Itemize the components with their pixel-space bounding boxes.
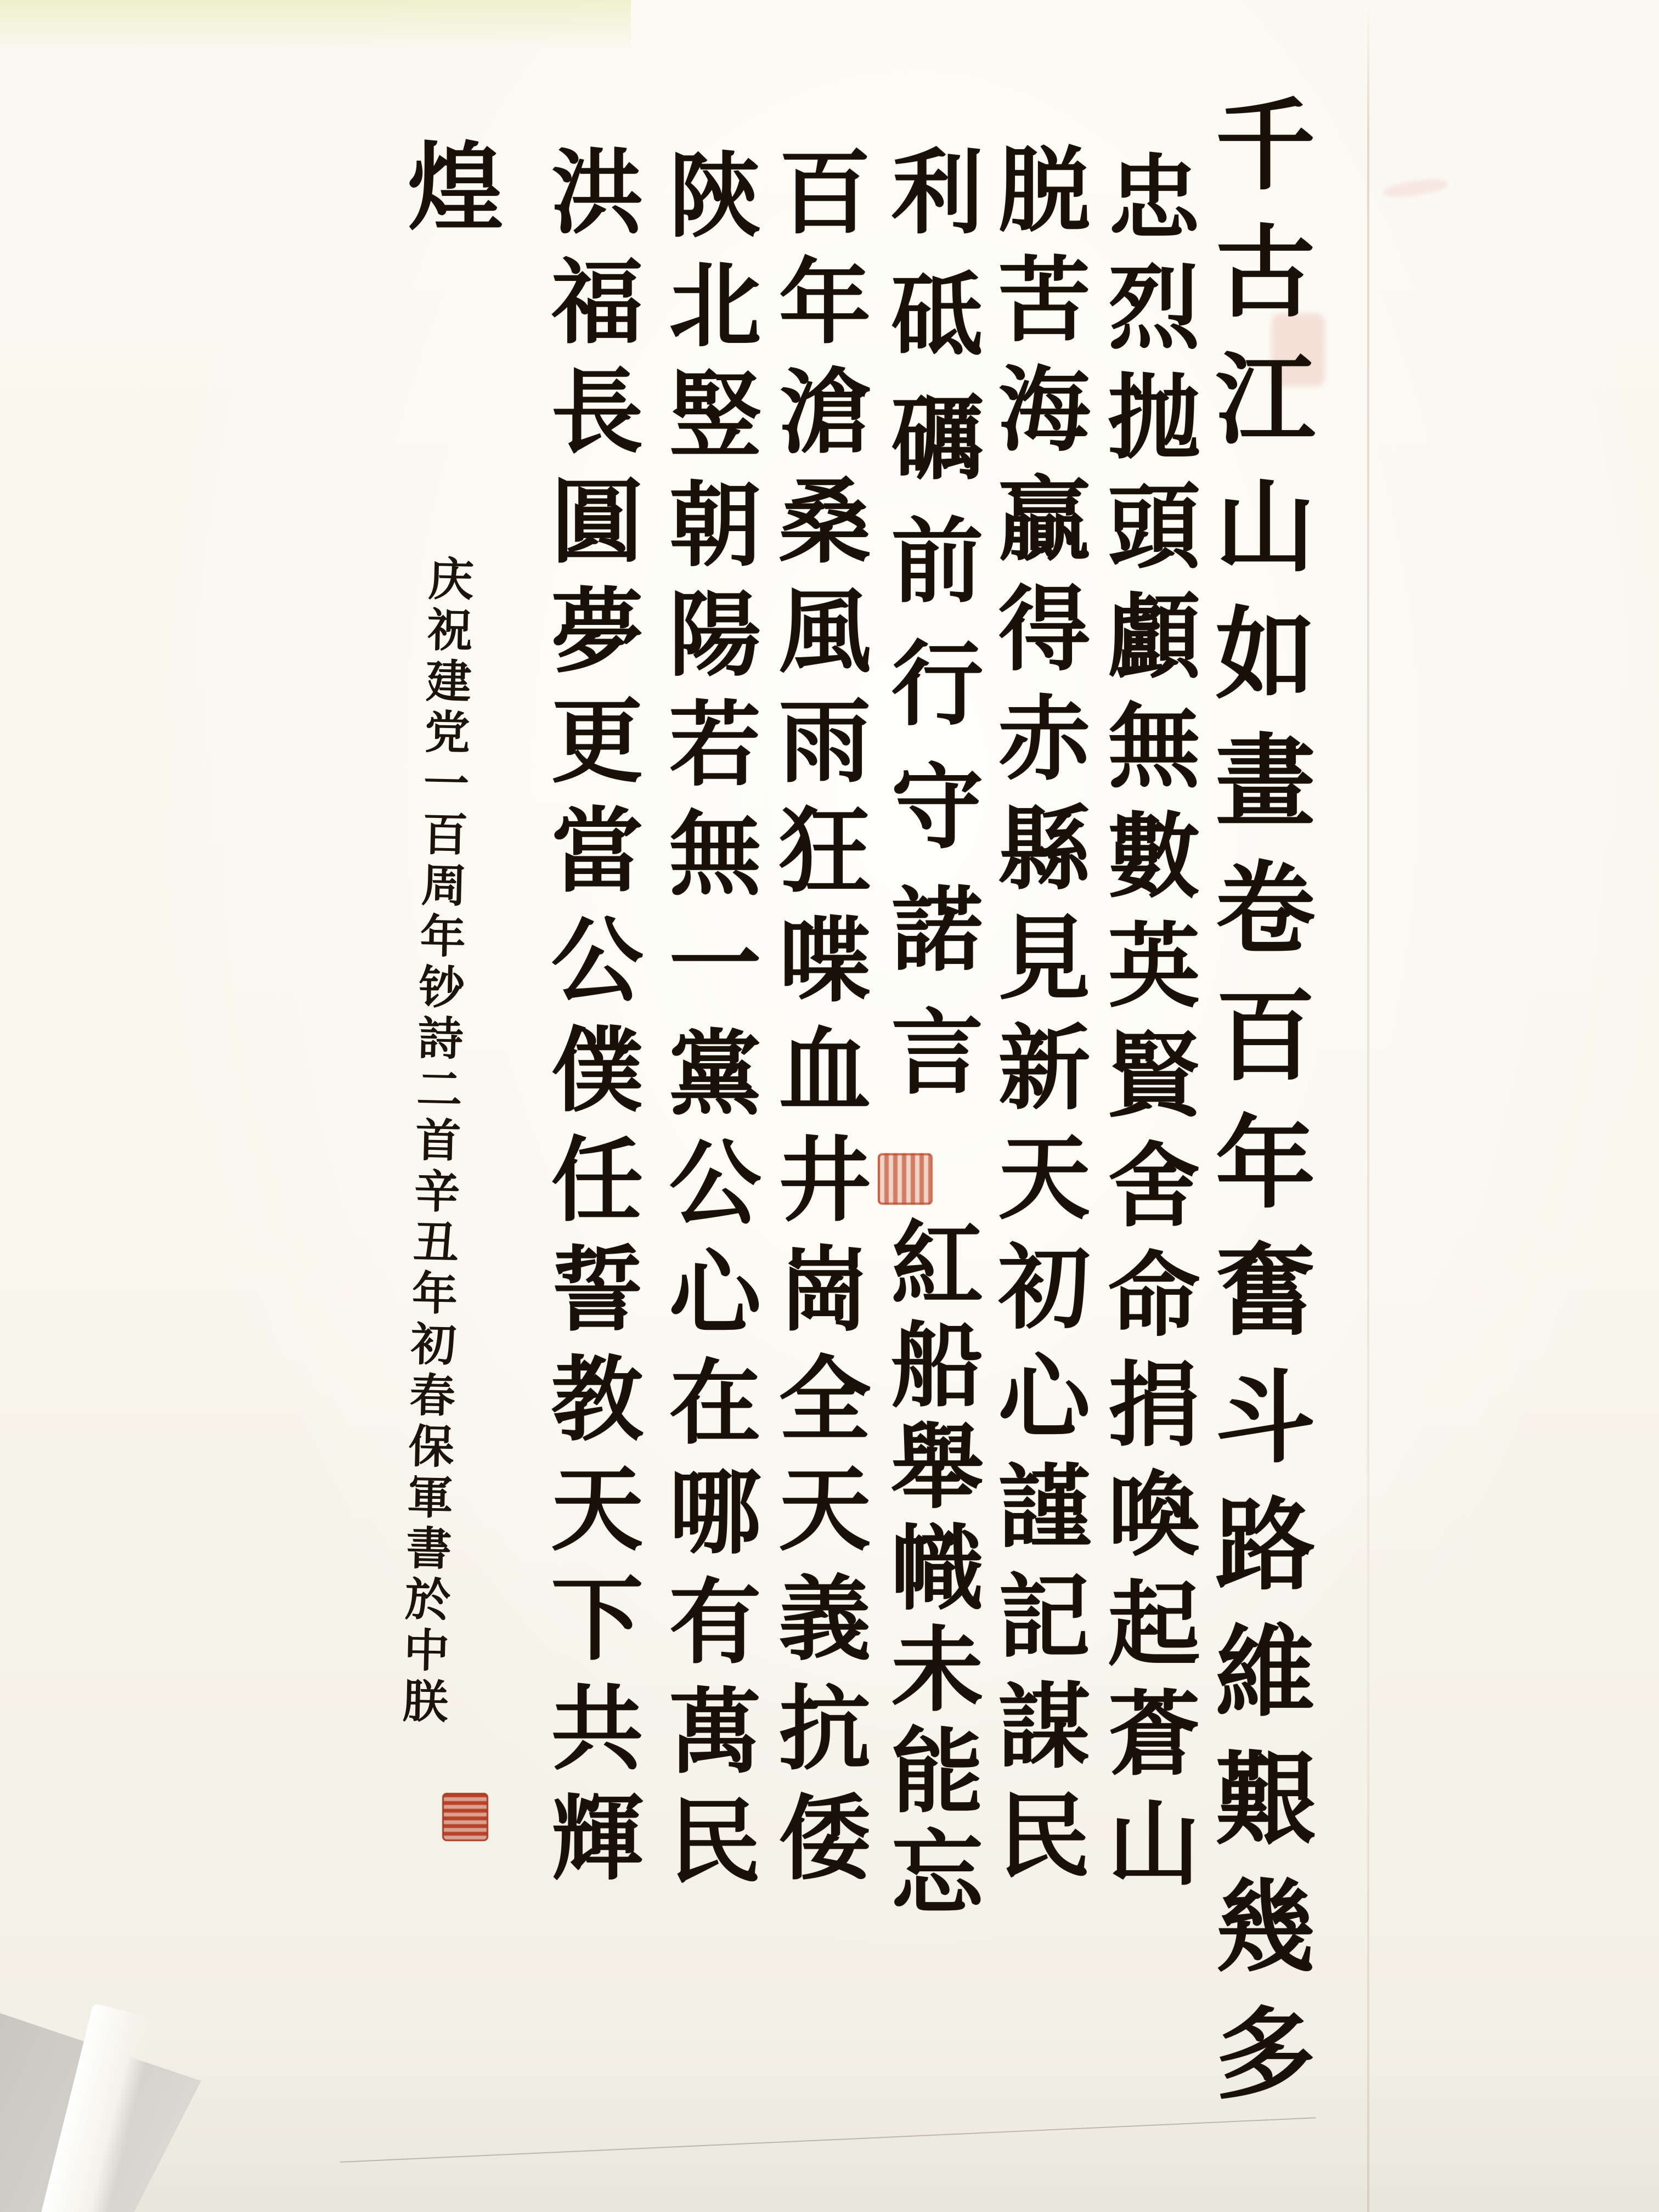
text-column-4-lower: 紅船舉幟未能忘	[876, 1215, 985, 1926]
text-column-4-upper: 利砥礪前行守諾言	[876, 144, 985, 1127]
paper-crease-vertical	[1367, 0, 1369, 2212]
paper-tint	[0, 0, 631, 49]
paper-crease-diagonal	[340, 2117, 1316, 2163]
text-column-2: 忠烈抛頭顱無數英賢舍命捐喚起蒼山	[1093, 149, 1201, 1905]
text-column-7: 洪福長圓夢更當公僕任誓教天下共輝	[536, 144, 645, 1899]
text-column-3: 脱苦海贏得赤縣見新天初心謹記謀民	[983, 142, 1092, 1897]
pink-smudge	[1382, 177, 1449, 200]
leisure-seal-icon	[878, 1153, 933, 1205]
text-column-5: 百年滄桑風雨狂喋血井崗全天義抗倭	[764, 144, 872, 1899]
text-column-8-last-character: 煌	[391, 137, 503, 233]
text-column-1: 千古江山如畫卷百年奮斗路維艱幾多	[1199, 92, 1317, 2129]
artist-name-seal-icon	[442, 1793, 488, 1841]
text-column-6: 陝北竪朝陽若無一黨公心在哪有萬民	[654, 147, 763, 1903]
dedication-signature-column: 庆祝建党一百周年钞詩二首辛丑年初春保軍書於中朕	[394, 554, 475, 1729]
